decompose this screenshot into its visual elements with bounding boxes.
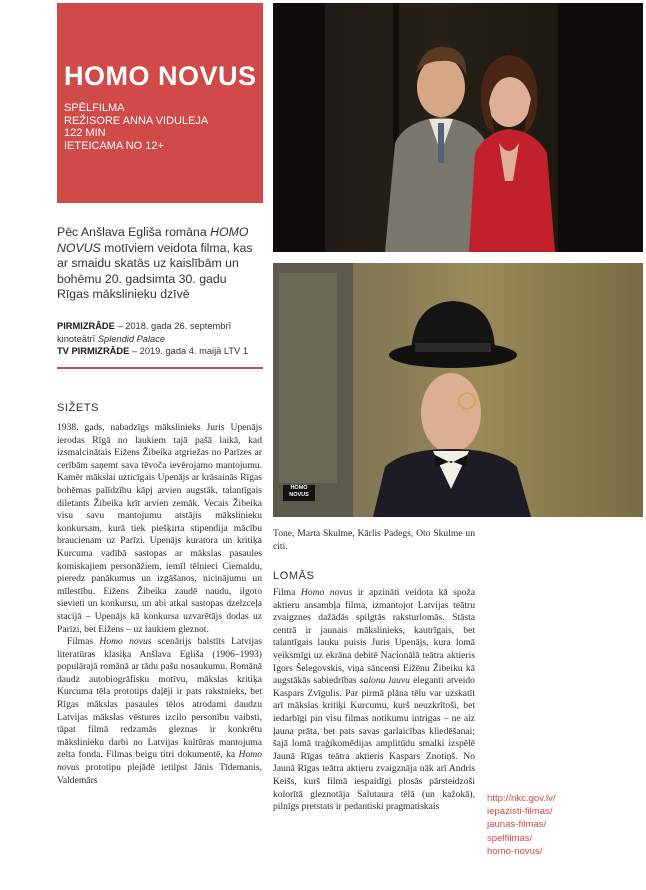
- film-duration: 122 MIN: [64, 127, 106, 139]
- plot-p2-italic: Homo novus: [99, 636, 152, 648]
- plot-p2-text-c: prototipu plejādē ietilpst Jānis Tīdemanis, Valdemārs: [57, 762, 262, 786]
- link-line[interactable]: iepazisti-filmas/: [487, 806, 553, 818]
- premiere-info: [57, 320, 267, 358]
- cast-italic-1: Homo novus: [300, 587, 353, 598]
- section-divider: [57, 367, 263, 369]
- cinema-venue: Splendid Palace: [97, 333, 166, 344]
- film-title-box: [57, 3, 263, 203]
- plot-p2-text-b: scenārijs balstīts Latvijas literatūras klasiķa Anšlava Egliša (1906–1993) populārajā romānā ar tādu pašu nosaukumu. Romānā daudz autobiogrāfisku motīvu, mākslas kritiķa Kurcuma tēla prototips daļēji ir pats rakstnieks, bet Rīgas mākslas pasaules tēlos atrodami daudzu Latvijas mākslas vēstures izcilo personību vaibsti, tāpat filmā redzamās gleznas ir konkrētu mākslinieku darbi no Latvijas kultūras mantojuma zelta fonda. Filmas beigu titri dokumentē, ka: [57, 636, 262, 761]
- plot-paragraph-1: 1938. gads, nabadzīgs mākslinieks Juris Upenājs ierodas Rīgā no laukiem tajā pašā laikā, kad izsmalcinātais Eižens Žibeika atgriežas no Parīzes ar cerībām saņemt sava tēvoča ievērojamo mantojumu. Kamēr mākslai uzticīgais Upenājs ar krāsainās Rīgas bohēmas palīdzību kāpj arvien augstāk, talantīgais diletants Žibeika krīt arvien zemāk. Vecais Žibeika visu savu mantojumu atstājis mākslinieku konkursam, kurā tiek piešķirta stipendija mācību braucienam uz Parīzi. Upenājs kuratora un kritiķa Kurcuma vadībā sastopas ar mākslas pasaules komiskajiem personāžiem, iemīl tēlnieci Ciemaldu, pieredz panākumus un izgāšanos, nicinājumu un mīlestību. Eižens Žibeika zaudē naudu, ilgoto sievieti un konkursu, un abi atkal sastopas dzelzceļa stacijā – Upenājs kā konkursa uzvarētājs dodas uz Parīzi, bet Eižens – uz laukiem gleznot.: [57, 422, 262, 635]
- cast-heading: LOMĀS: [273, 570, 315, 582]
- film-intro: [57, 225, 262, 303]
- cast-text-1: Filma: [273, 587, 301, 598]
- couple-photo: [273, 3, 643, 252]
- cast-column: [273, 587, 475, 814]
- plot-paragraph-2: [57, 636, 262, 787]
- film-director: REŽISORE ANNA VIDULEJA: [64, 114, 209, 127]
- plot-column: [57, 422, 262, 787]
- tv-premiere-label: TV PIRMIZRĀDE: [57, 346, 130, 356]
- film-age-rating: IETEICAMA NO 12+: [64, 139, 164, 152]
- plot-continuation: Tone, Marta Skulme, Kārlis Padegs, Oto Skulme un citi.: [273, 528, 475, 552]
- plot-heading: SIŽETS: [57, 402, 100, 414]
- link-line[interactable]: http://nkc.gov.lv/: [487, 793, 556, 804]
- film-genre: SPĒLFILMA: [64, 102, 125, 114]
- link-line[interactable]: jaunas-filmas/: [487, 819, 547, 831]
- plot-p2-text: Filmas: [67, 636, 100, 648]
- intro-text-rest: motīviem veidota filma, kas ar smaidu skatās uz kaislībām un bohēmu 20. gadsimta 30. gadu Rīgas mākslinieku dzīvē: [57, 240, 253, 301]
- cast-text-2: ir apzināti veidota kā spoža aktieru ansambļa filma, izmantojot Latvijas teātru zvaigznes dažādās spilgtās raksturlomās. Stāsta centrā ir jaunais mākslinieks, kautrīgais, bet talantīgais lauku puisis Juris Upenājs, kura lomā veiksmīgi uz ekrāna debitē Nacionālā teātra aktieris Igors Šelegovskis, viņa sāncensi Eižēnu Žibeiku kā augstākās sabiedrības: [273, 587, 475, 687]
- plot-p2-italic-b: Homo novus: [57, 749, 262, 774]
- intro-title-italic: HOMO NOVUS: [57, 225, 249, 255]
- cinema-premiere-date: – 2018. gada 26. septembrī kinoteātrī: [57, 321, 232, 344]
- cast-text-3: eleganti atveido Kaspars Zvīgulis. Par pirmā plāna tēlu var uzskatīt arī mākslas kritiķi Kurcumu, kurš neuzkrītoši, bet iedarbīgi pin visu filmas notikumu intrigas – ne aiz ļauna prāta, bet pats savas garlaicības kliedēšanai; šajā lomā traģikomēdijas amplitūdu smalki izspēlē Jaunā Rīgas teātra aktieris Kaspars Znotiņš. No Jaunā Rīgas teātra aktieru zvaigznāja nāk arī Andris Keišs, kurš filmā iespaidīgi plosās pārsteidzoši kolorītā gleznotāja Salutaura tēlā (un kažokā), pilnīgs pretstats ir pedantiski pragmatiskais: [273, 675, 475, 813]
- cinema-premiere-label: PIRMIZRĀDE: [57, 321, 115, 331]
- link-line[interactable]: spelfilmas/: [487, 832, 533, 844]
- film-title: HOMO NOVUS: [64, 61, 257, 91]
- link-line[interactable]: homo-novus/: [487, 845, 543, 857]
- intro-text: Pēc Anšlava Egliša romāna: [57, 225, 211, 239]
- actor-photo: [273, 263, 643, 517]
- more-info-link[interactable]: [487, 792, 577, 858]
- film-meta: [64, 102, 208, 152]
- tv-premiere-date: – 2019. gada 4. maijā LTV 1: [129, 346, 249, 356]
- cast-italic-2: salonu lauvu: [359, 675, 410, 687]
- film-logo: HOMO NOVUS: [283, 485, 315, 501]
